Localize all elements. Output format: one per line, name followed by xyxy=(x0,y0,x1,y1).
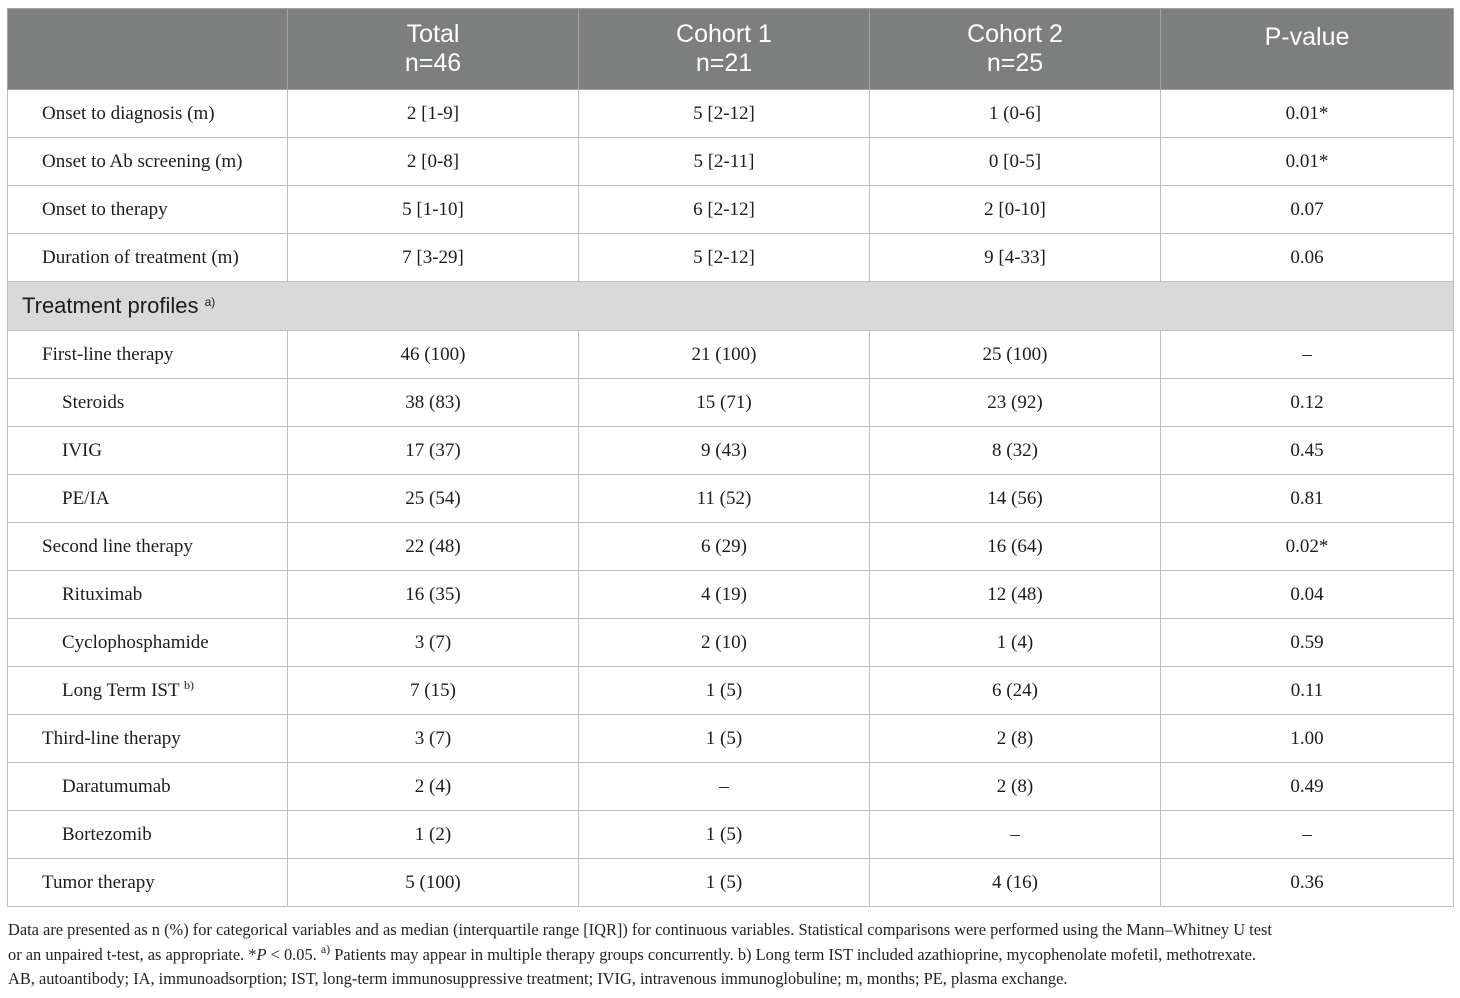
header-row xyxy=(8,9,1454,90)
table-row xyxy=(8,619,1454,667)
cell-pvalue: 0.49 xyxy=(1161,763,1454,811)
row-label: Rituximab xyxy=(8,571,288,619)
cell-total: 7 [3-29] xyxy=(288,234,579,282)
cell-total: 2 (4) xyxy=(288,763,579,811)
cell-cohort1: 4 (19) xyxy=(579,571,870,619)
row-label: Third-line therapy xyxy=(8,715,288,763)
footnote-line-2-c: Patients may appear in multiple therapy groups concurrently. b) Long term IST included azathioprine, mycophenolate mofetil, methotrexate. xyxy=(330,944,1256,964)
cell-total: 22 (48) xyxy=(288,523,579,571)
cell-total: 46 (100) xyxy=(288,331,579,379)
cell-pvalue: – xyxy=(1161,331,1454,379)
cell-cohort2: 23 (92) xyxy=(870,379,1161,427)
cell-total: 1 (2) xyxy=(288,811,579,859)
cell-pvalue: 0.81 xyxy=(1161,475,1454,523)
footnote-p-symbol: P xyxy=(256,944,267,964)
row-label: Daratumumab xyxy=(8,763,288,811)
footnote-line-2-a: or an unpaired t-test, as appropriate. * xyxy=(8,944,257,964)
cell-cohort1: 5 [2-11] xyxy=(579,138,870,186)
table-row xyxy=(8,523,1454,571)
cell-cohort2: 2 [0-10] xyxy=(870,186,1161,234)
cell-total: 17 (37) xyxy=(288,427,579,475)
cell-pvalue: 0.45 xyxy=(1161,427,1454,475)
cell-pvalue: 0.12 xyxy=(1161,379,1454,427)
treatment-table xyxy=(7,8,1454,907)
table-row xyxy=(8,234,1454,282)
footnote-line-3: AB, autoantibody; IA, immunoadsorption; IST, long-term immunosuppressive treatment; IVIG, intravenous immunoglobuline; m, months; PE, plasma exchange. xyxy=(8,969,1068,988)
cell-pvalue: 0.01* xyxy=(1161,138,1454,186)
cell-pvalue: 0.01* xyxy=(1161,90,1454,138)
cell-cohort2: 12 (48) xyxy=(870,571,1161,619)
cell-total: 7 (15) xyxy=(288,667,579,715)
cell-cohort2: 6 (24) xyxy=(870,667,1161,715)
table-row xyxy=(8,667,1454,715)
table-row xyxy=(8,90,1454,138)
cell-cohort1: 6 (29) xyxy=(579,523,870,571)
header-total-title: Total xyxy=(406,20,460,48)
table-row xyxy=(8,859,1454,907)
cell-cohort2: 4 (16) xyxy=(870,859,1161,907)
header-pvalue-title: P-value xyxy=(1264,22,1350,51)
cell-pvalue: 0.06 xyxy=(1161,234,1454,282)
table-row xyxy=(8,138,1454,186)
cell-pvalue: 0.07 xyxy=(1161,186,1454,234)
table-row xyxy=(8,811,1454,859)
cell-cohort2: 25 (100) xyxy=(870,331,1161,379)
cell-cohort2: 1 (4) xyxy=(870,619,1161,667)
table-row xyxy=(8,331,1454,379)
header-empty xyxy=(8,9,288,90)
row-label: Onset to diagnosis (m) xyxy=(8,90,288,138)
header-pvalue xyxy=(1161,9,1454,90)
cell-cohort2: 9 [4-33] xyxy=(870,234,1161,282)
table-row xyxy=(8,571,1454,619)
header-cohort1-n: n=21 xyxy=(695,49,753,77)
row-label: Onset to Ab screening (m) xyxy=(8,138,288,186)
header-cohort2-n: n=25 xyxy=(986,49,1044,77)
cell-total: 3 (7) xyxy=(288,715,579,763)
footnote-line-2-b: < 0.05. xyxy=(266,944,321,964)
cell-cohort1: 1 (5) xyxy=(579,715,870,763)
footnote-mark-a: a) xyxy=(320,941,331,956)
cell-total: 2 [0-8] xyxy=(288,138,579,186)
row-label: Onset to therapy xyxy=(8,186,288,234)
cell-total: 5 (100) xyxy=(288,859,579,907)
cell-pvalue: – xyxy=(1161,811,1454,859)
table-row xyxy=(8,186,1454,234)
cell-pvalue: 0.04 xyxy=(1161,571,1454,619)
cell-cohort1: 1 (5) xyxy=(579,859,870,907)
cell-pvalue: 0.11 xyxy=(1161,667,1454,715)
header-cohort1 xyxy=(579,9,870,90)
footnote-line-1: Data are presented as n (%) for categorical variables and as median (interquartile range [IQR]) for continuous variables. Statistical comparisons were performed using the Mann–Whitney U test xyxy=(8,920,1272,939)
table-footnote xyxy=(8,918,1454,992)
row-label: Duration of treatment (m) xyxy=(8,234,288,282)
cell-cohort1: 6 [2-12] xyxy=(579,186,870,234)
cell-total: 2 [1-9] xyxy=(288,90,579,138)
cell-pvalue: 0.59 xyxy=(1161,619,1454,667)
header-total xyxy=(288,9,579,90)
cell-cohort1: 2 (10) xyxy=(579,619,870,667)
cell-cohort2: 0 [0-5] xyxy=(870,138,1161,186)
cell-cohort1: 9 (43) xyxy=(579,427,870,475)
cell-total: 16 (35) xyxy=(288,571,579,619)
cell-cohort2: 8 (32) xyxy=(870,427,1161,475)
cell-cohort2: 2 (8) xyxy=(870,763,1161,811)
row-label: Steroids xyxy=(8,379,288,427)
section-row xyxy=(8,282,1454,331)
row-label: Bortezomib xyxy=(8,811,288,859)
row-label: Second line therapy xyxy=(8,523,288,571)
cell-cohort2: 14 (56) xyxy=(870,475,1161,523)
cell-pvalue: 0.02* xyxy=(1161,523,1454,571)
cell-pvalue: 1.00 xyxy=(1161,715,1454,763)
row-label: Long Term IST xyxy=(62,679,180,701)
row-label: Cyclophosphamide xyxy=(8,619,288,667)
cell-cohort1: 5 [2-12] xyxy=(579,234,870,282)
cell-total: 38 (83) xyxy=(288,379,579,427)
cell-cohort2: 16 (64) xyxy=(870,523,1161,571)
cell-cohort2: – xyxy=(870,811,1161,859)
section-footnote-mark: a) xyxy=(204,295,216,309)
row-label: PE/IA xyxy=(8,475,288,523)
table-row xyxy=(8,715,1454,763)
row-footnote-mark: b) xyxy=(184,677,194,692)
header-cohort2-title: Cohort 2 xyxy=(967,20,1063,48)
cell-total: 25 (54) xyxy=(288,475,579,523)
cell-cohort1: 1 (5) xyxy=(579,667,870,715)
cell-total: 3 (7) xyxy=(288,619,579,667)
cell-cohort1: 1 (5) xyxy=(579,811,870,859)
cell-cohort1: 21 (100) xyxy=(579,331,870,379)
footnote-line-2 xyxy=(8,943,1454,968)
cell-cohort2: 1 (0-6] xyxy=(870,90,1161,138)
cell-cohort1: 15 (71) xyxy=(579,379,870,427)
table-row xyxy=(8,427,1454,475)
cell-total: 5 [1-10] xyxy=(288,186,579,234)
header-total-n: n=46 xyxy=(404,49,462,77)
header-cohort1-title: Cohort 1 xyxy=(676,20,772,48)
table-row xyxy=(8,763,1454,811)
cell-cohort1: 11 (52) xyxy=(579,475,870,523)
row-label: IVIG xyxy=(8,427,288,475)
table-row xyxy=(8,379,1454,427)
cell-cohort2: 2 (8) xyxy=(870,715,1161,763)
results-table-container xyxy=(7,8,1453,907)
cell-cohort1: 5 [2-12] xyxy=(579,90,870,138)
row-label: Tumor therapy xyxy=(8,859,288,907)
cell-cohort1: – xyxy=(579,763,870,811)
header-cohort2 xyxy=(870,9,1161,90)
table-row xyxy=(8,475,1454,523)
section-header xyxy=(8,282,1454,331)
cell-pvalue: 0.36 xyxy=(1161,859,1454,907)
row-label-cell xyxy=(8,667,288,715)
section-title: Treatment profiles xyxy=(22,293,199,318)
row-label: First-line therapy xyxy=(8,331,288,379)
